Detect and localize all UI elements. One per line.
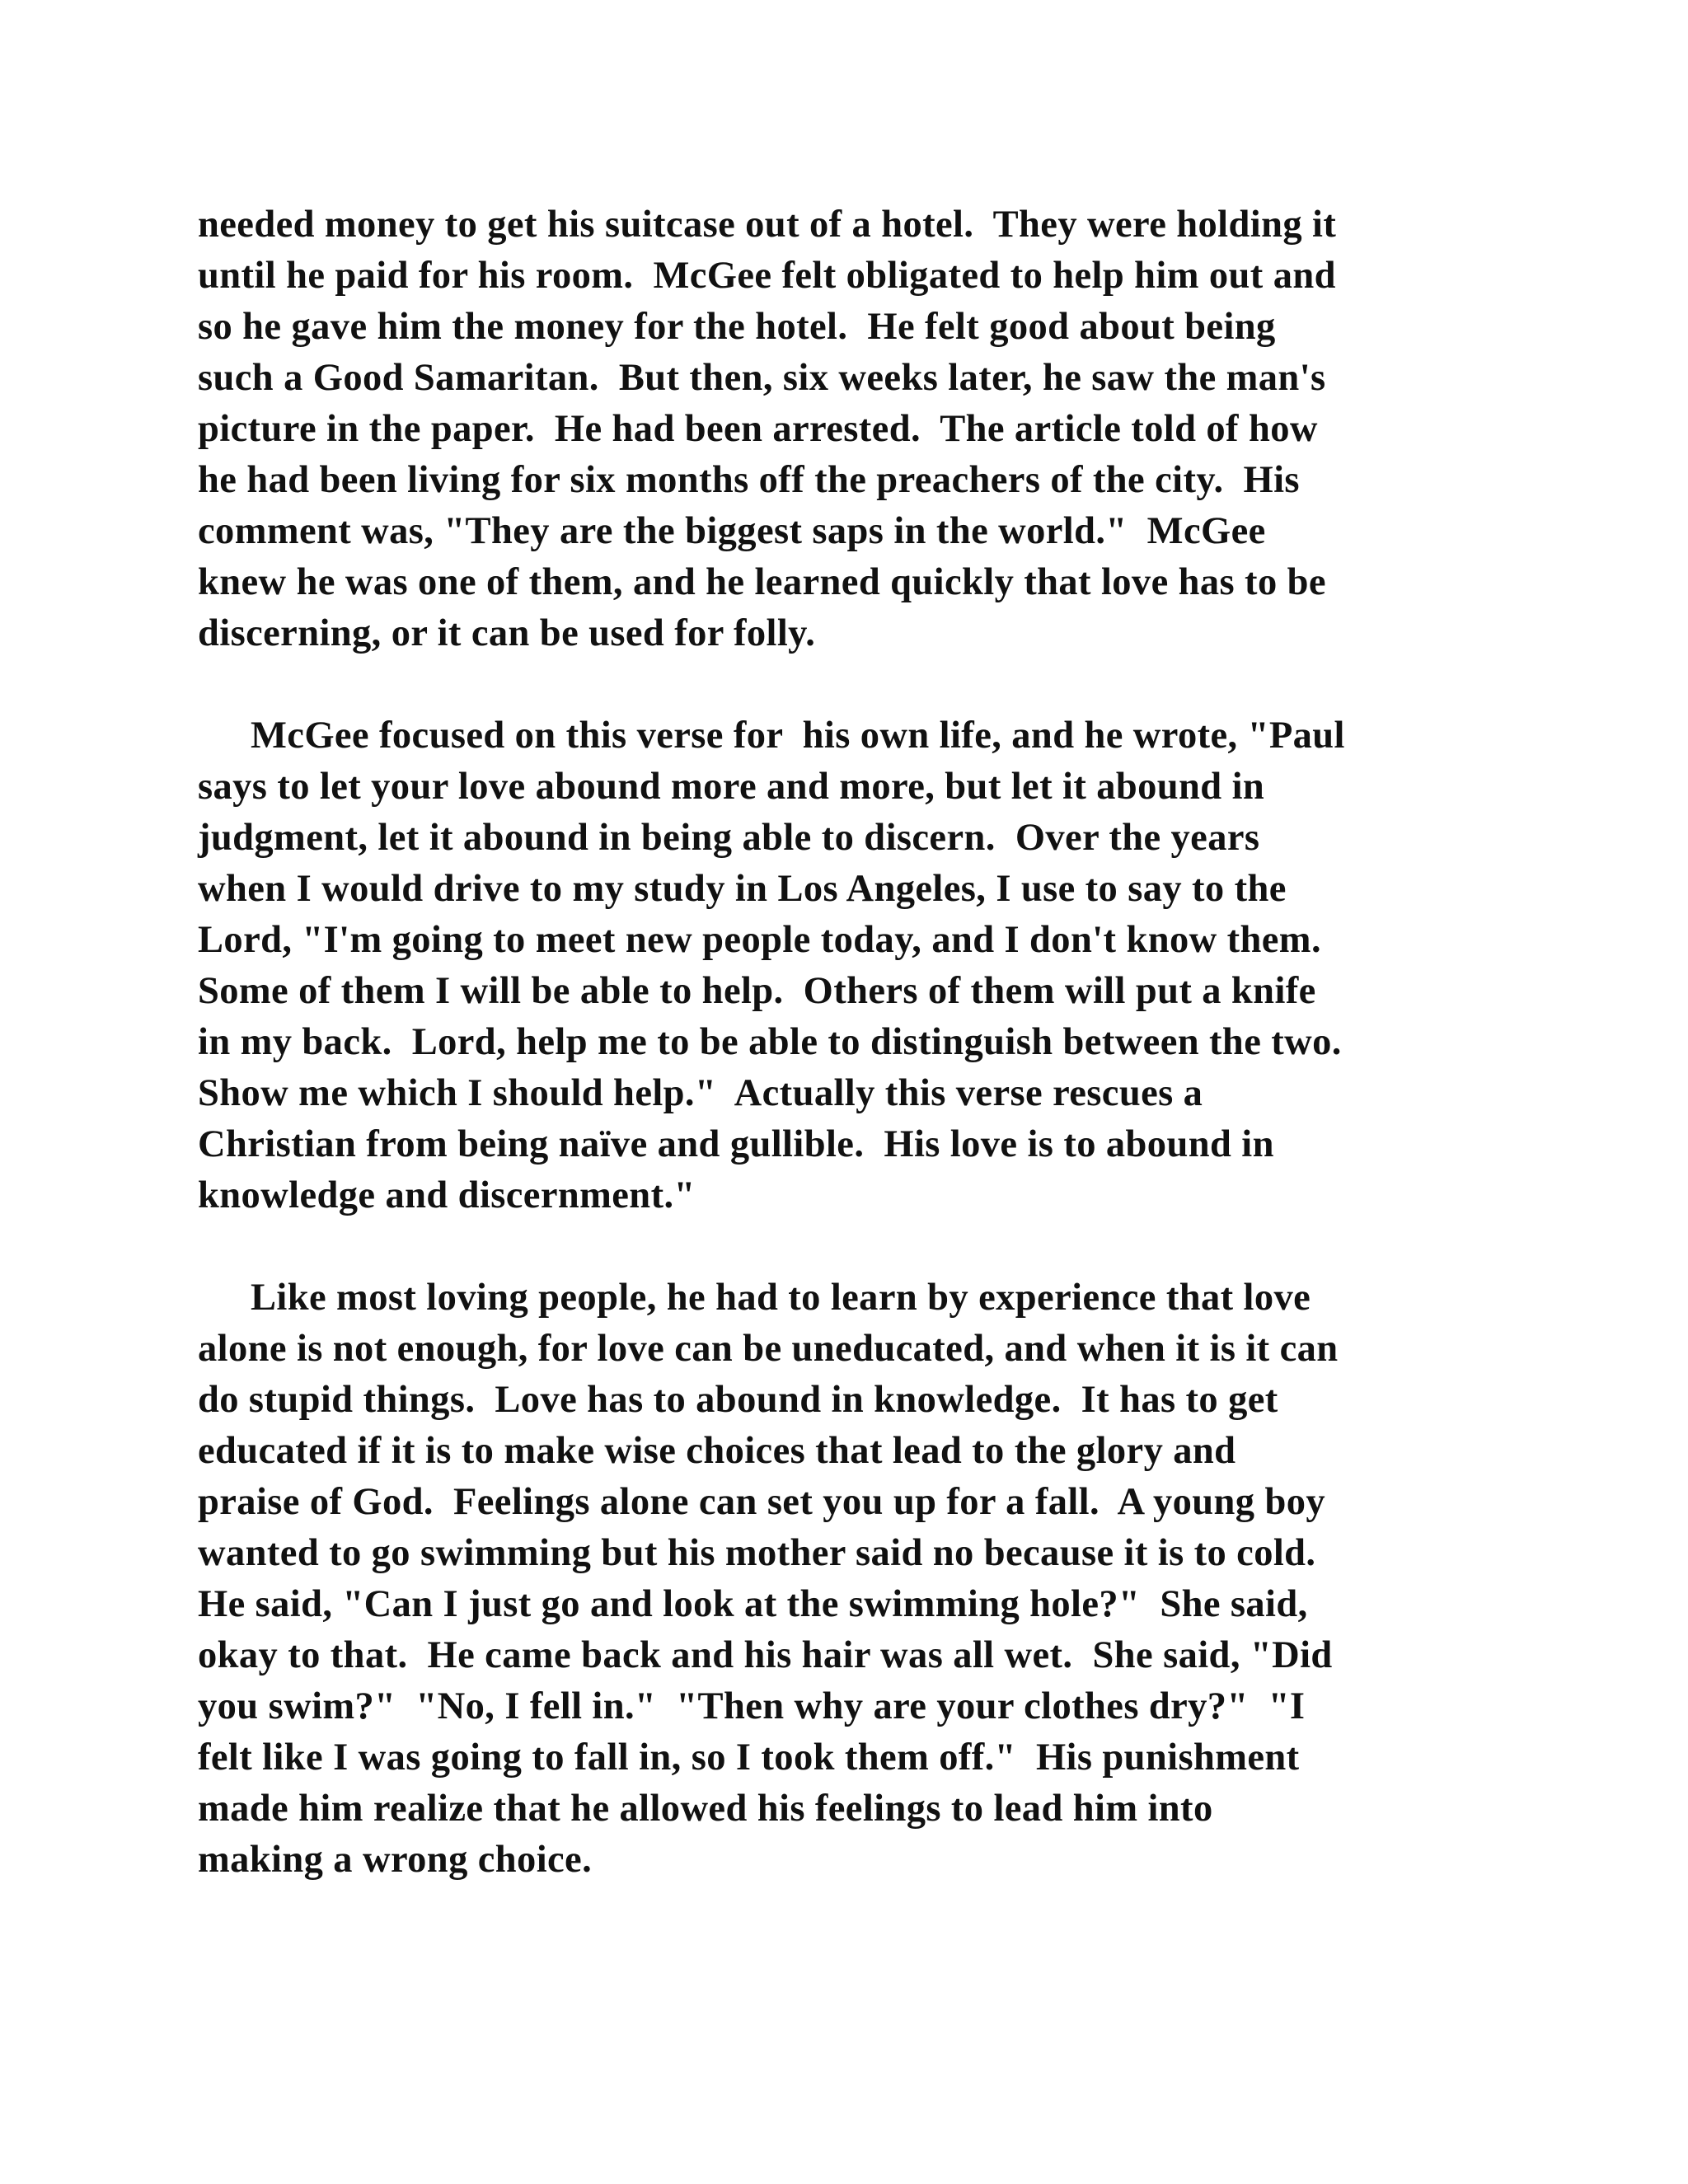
- text-line: you swim?" "No, I fell in." "Then why are your clothes dry?" "I: [198, 1685, 1306, 1727]
- text-line: such a Good Samaritan. But then, six weeks later, he saw the man's: [198, 357, 1326, 399]
- paragraph-spacer: [198, 659, 1500, 710]
- text-line: picture in the paper. He had been arrested. The article told of how: [198, 408, 1318, 450]
- text-line: okay to that. He came back and his hair was all wet. She said, "Did: [198, 1634, 1333, 1676]
- paragraph-2: [198, 710, 1500, 1221]
- text-line-indented: [198, 710, 1500, 762]
- text-line: Christian from being naïve and gullible. His love is to abound in: [198, 1123, 1274, 1165]
- text-line: until he paid for his room. McGee felt obligated to help him out and: [198, 255, 1336, 297]
- text-line: Like most loving people, he had to learn by experience that love: [251, 1277, 1311, 1319]
- text-line-indented: [198, 1272, 1500, 1324]
- text-line: Some of them I will be able to help. Others of them will put a knife: [198, 970, 1316, 1012]
- text-line: alone is not enough, for love can be uneducated, and when it is it can: [198, 1328, 1339, 1370]
- text-line: knew he was one of them, and he learned quickly that love has to be: [198, 561, 1326, 603]
- text-line: making a wrong choice.: [198, 1839, 593, 1881]
- document-body: [198, 199, 1500, 1886]
- text-line: judgment, let it abound in being able to discern. Over the years: [198, 817, 1260, 859]
- text-line: do stupid things. Love has to abound in knowledge. It has to get: [198, 1379, 1278, 1421]
- text-line: discerning, or it can be used for folly.: [198, 612, 816, 654]
- text-line: knowledge and discernment.": [198, 1174, 696, 1216]
- paragraph-3: [198, 1272, 1500, 1886]
- text-line: says to let your love abound more and more, but let it abound in: [198, 766, 1265, 808]
- text-line: in my back. Lord, help me to be able to distinguish between the two.: [198, 1021, 1342, 1063]
- text-line: wanted to go swimming but his mother said no because it is to cold.: [198, 1532, 1316, 1574]
- text-line: so he gave him the money for the hotel. He felt good about being: [198, 306, 1276, 348]
- text-line: comment was, "They are the biggest saps in the world." McGee: [198, 510, 1266, 552]
- text-line: Show me which I should help." Actually this verse rescues a: [198, 1072, 1203, 1114]
- text-line: felt like I was going to fall in, so I took them off." His punishment: [198, 1736, 1300, 1779]
- text-line: he had been living for six months off the preachers of the city. His: [198, 459, 1300, 501]
- text-line: when I would drive to my study in Los Angeles, I use to say to the: [198, 868, 1287, 910]
- text-line: praise of God. Feelings alone can set you up for a fall. A young boy: [198, 1481, 1326, 1523]
- text-line: He said, "Can I just go and look at the swimming hole?" She said,: [198, 1583, 1308, 1625]
- text-line: Lord, "I'm going to meet new people today, and I don't know them.: [198, 919, 1321, 961]
- text-line: made him realize that he allowed his feelings to lead him into: [198, 1788, 1213, 1830]
- paragraph-1: [198, 199, 1500, 659]
- text-line: McGee focused on this verse for his own life, and he wrote, "Paul: [251, 715, 1345, 757]
- paragraph-spacer: [198, 1221, 1500, 1272]
- text-line: educated if it is to make wise choices that lead to the glory and: [198, 1430, 1236, 1472]
- text-line: needed money to get his suitcase out of a hotel. They were holding it: [198, 204, 1337, 246]
